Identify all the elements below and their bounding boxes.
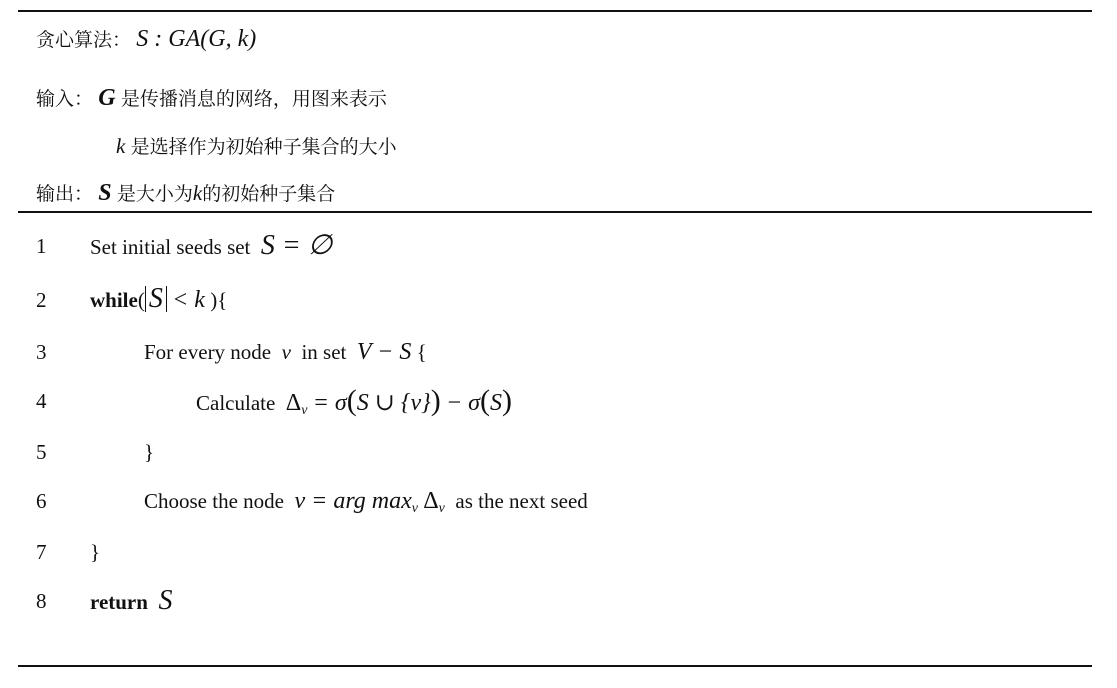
bottom-rule (18, 665, 1092, 667)
input-var-k: k (116, 134, 126, 158)
math-expression: V − S (356, 339, 412, 365)
output-line (36, 178, 335, 209)
algorithm-title-label: 贪心算法： (36, 29, 132, 51)
line-number: 2 (36, 288, 47, 312)
line-text: Calculate (196, 391, 276, 415)
delta-subscript: v (438, 501, 445, 516)
keyword-while: while (90, 288, 138, 312)
union-expression: S ∪ {v} (356, 390, 431, 416)
line-code: } (90, 540, 101, 564)
output-var-s: S (98, 180, 112, 206)
delta-symbol: Δ (423, 488, 439, 514)
set-cardinality: S (145, 286, 167, 312)
input-g-description: 是传播消息的网络，用图来表示 (120, 88, 387, 110)
argmax-subscript: v (411, 501, 418, 516)
math-expression: S = ∅ (260, 230, 333, 261)
line-code: Calculate $\Delta_v = \sigma(S$ ∪ {v}) − σ(S) (196, 384, 512, 418)
line-number: 6 (36, 489, 47, 513)
line-code: } (144, 440, 155, 464)
output-label: 输出： (36, 183, 94, 205)
input-label: 输入： (36, 88, 94, 110)
var-v: v (281, 340, 291, 364)
return-var: S (158, 585, 173, 616)
sigma-minus: − σ (445, 390, 480, 416)
algorithm-title-line (36, 24, 256, 55)
line-number: 1 (36, 234, 47, 258)
math-expression: < k (172, 287, 205, 313)
output-var-k: k (192, 181, 203, 205)
line-code (90, 583, 172, 620)
keyword-return: return (90, 590, 148, 614)
line-number: 7 (36, 540, 47, 564)
line-number: 4 (36, 389, 47, 413)
delta-symbol: Δ (285, 390, 302, 416)
line-number: 8 (36, 589, 47, 613)
line-text: Choose the node (144, 489, 284, 513)
open-paren: ( (137, 288, 145, 312)
output-description-a: 是大小为 (116, 183, 193, 205)
line-text-2: in set (301, 340, 347, 364)
line-number: 5 (36, 440, 47, 464)
line-text-2: as the next seed (455, 489, 588, 513)
top-rule (18, 10, 1092, 12)
algorithm-signature: S : GA(G, k) (136, 26, 257, 52)
sigma-arg: S (489, 390, 502, 416)
close-paren-brace: ){ (210, 288, 228, 312)
input-var-g: G (98, 85, 116, 111)
open-brace: { (416, 340, 427, 364)
line-text: Set initial seeds set (90, 235, 251, 259)
line-number: 3 (36, 340, 47, 364)
line-code (90, 282, 227, 318)
header-separator-rule (18, 211, 1092, 213)
input-line-1 (36, 83, 387, 114)
input-line-2 (116, 131, 397, 162)
line-code (144, 334, 427, 370)
line-text: For every node (144, 340, 272, 364)
delta-subscript: v (301, 403, 308, 418)
input-k-description: 是选择作为初始种子集合的大小 (130, 136, 397, 158)
output-description-b: 的初始种子集合 (202, 183, 336, 205)
argmax-expression: v = arg max (294, 488, 412, 514)
sigma-prefix: = σ (312, 390, 347, 416)
line-code (90, 228, 332, 265)
line-code (144, 483, 588, 527)
